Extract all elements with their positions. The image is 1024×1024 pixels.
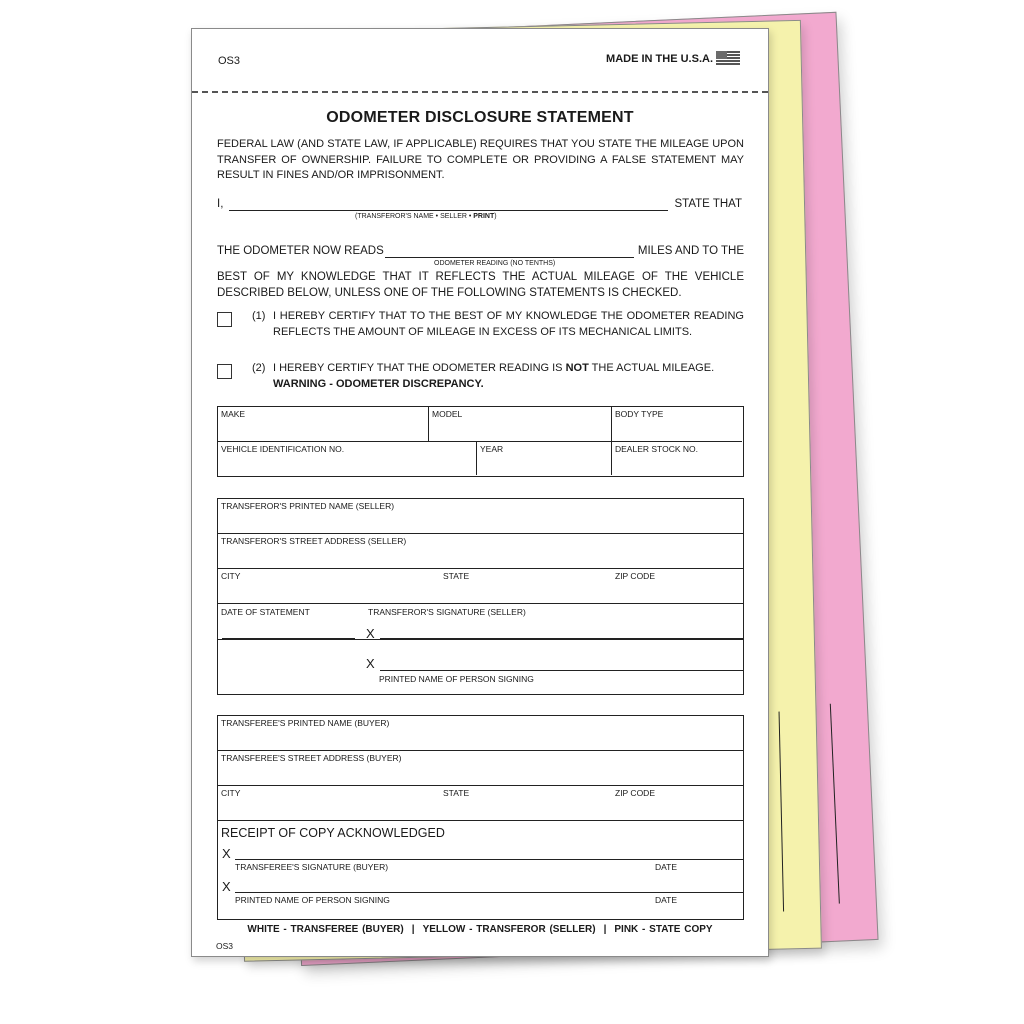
odometer-suffix: MILES AND TO THE <box>637 245 744 257</box>
seller-street-address-field[interactable]: TRANSFEROR'S STREET ADDRESS (SELLER) <box>218 534 743 569</box>
perforation-line <box>192 91 768 93</box>
form-code-top: OS3 <box>218 55 241 67</box>
buyer-street-address-field[interactable]: TRANSFEREE'S STREET ADDRESS (BUYER) <box>218 751 743 786</box>
seller-printed-name-signing-label: PRINTED NAME OF PERSON SIGNING <box>379 674 534 684</box>
form-code-bottom: OS3 <box>216 941 234 951</box>
buyer-signature-x: X <box>222 846 231 861</box>
statement-2-text: I HEREBY CERTIFY THAT THE ODOMETER READING IS NOT THE ACTUAL MILEAGE. WARNING - ODOMETER DISCREPANCY. <box>273 362 715 390</box>
seller-prefix: I, <box>217 198 224 210</box>
odometer-row <box>217 245 744 267</box>
pink-form-box-edge <box>830 704 840 904</box>
seller-printed-name-field[interactable]: TRANSFEROR'S PRINTED NAME (SELLER) <box>218 499 743 534</box>
seller-signature-area <box>218 604 743 693</box>
seller-printed-name-signing-input[interactable] <box>380 670 743 671</box>
seller-city-field[interactable]: CITY <box>221 571 241 581</box>
statement-1-text: I HEREBY CERTIFY THAT TO THE BEST OF MY KNOWLEDGE THE ODOMETER READING REFLECTS THE AMOUNT OF MILEAGE IN EXCESS OF ITS MECHANICAL LIMITS. <box>273 310 744 338</box>
seller-state-field[interactable]: STATE <box>443 571 470 581</box>
seller-info-block <box>217 498 744 695</box>
buyer-state-field[interactable]: STATE <box>443 788 470 798</box>
buyer-info-block <box>217 715 744 920</box>
year-field[interactable]: YEAR <box>477 442 612 475</box>
buyer-city-field[interactable]: CITY <box>221 788 241 798</box>
seller-name-input[interactable] <box>229 210 668 211</box>
buyer-signature-input[interactable] <box>235 859 743 860</box>
vehicle-info-grid <box>217 406 744 477</box>
discrepancy-warning: WARNING - ODOMETER DISCREPANCY. <box>273 377 484 390</box>
seller-suffix: STATE THAT <box>674 198 742 210</box>
date-of-statement-label: DATE OF STATEMENT <box>221 607 310 617</box>
buyer-city-state-zip-row <box>218 786 743 821</box>
seller-signature-x: X <box>366 626 375 641</box>
model-field[interactable]: MODEL <box>429 407 612 442</box>
seller-printed-name-x: X <box>366 656 375 671</box>
receipt-acknowledged-area <box>218 821 743 918</box>
statement-1-checkbox[interactable] <box>217 312 232 327</box>
odometer-hint: ODOMETER READING (NO TENTHS) <box>434 260 556 267</box>
buyer-printed-date-label: DATE <box>655 895 678 905</box>
odometer-reading-input[interactable] <box>385 257 634 258</box>
statement-2-number: (2) <box>252 362 266 374</box>
seller-name-row <box>217 198 744 220</box>
seller-signature-label: TRANSFEROR'S SIGNATURE (SELLER) <box>368 607 526 617</box>
made-in-usa-badge <box>606 51 740 66</box>
buyer-signature-label: TRANSFEREE'S SIGNATURE (BUYER) <box>235 862 389 872</box>
made-in-usa-text: MADE IN THE U.S.A. <box>606 52 713 65</box>
buyer-zip-field[interactable]: ZIP CODE <box>615 788 655 798</box>
buyer-signature-date-label: DATE <box>655 862 678 872</box>
make-field[interactable]: MAKE <box>218 407 429 442</box>
body-type-field[interactable]: BODY TYPE <box>612 407 742 442</box>
form-title: ODOMETER DISCLOSURE STATEMENT <box>326 109 634 126</box>
signature-row-divider <box>218 639 743 640</box>
buyer-printed-name-signing-input[interactable] <box>235 892 743 893</box>
legend-pink: PINK - STATE COPY <box>614 924 713 935</box>
seller-zip-field[interactable]: ZIP CODE <box>615 571 655 581</box>
us-flag-icon <box>716 51 740 66</box>
buyer-printed-name-x: X <box>222 879 231 894</box>
copy-distribution-legend: WHITE - TRANSFEREE (BUYER) | YELLOW - TRANSFEROR (SELLER) | PINK - STATE COPY <box>247 924 713 935</box>
odometer-prefix: THE ODOMETER NOW READS <box>217 245 384 257</box>
buyer-printed-name-field[interactable]: TRANSFEREE'S PRINTED NAME (BUYER) <box>218 716 743 751</box>
legend-yellow: YELLOW - TRANSFEROR (SELLER) <box>422 924 596 935</box>
dealer-stock-field[interactable]: DEALER STOCK NO. <box>615 444 698 454</box>
statement-1-number: (1) <box>252 310 266 322</box>
statement-2-checkbox[interactable] <box>217 364 232 379</box>
knowledge-text: BEST OF MY KNOWLEDGE THAT IT REFLECTS THE ACTUAL MILEAGE OF THE VEHICLE DESCRIBED BELOW, UNLESS ONE OF THE FOLLOWING STATEMENTS IS CHECKED. <box>217 271 744 299</box>
buyer-printed-name-signing-label: PRINTED NAME OF PERSON SIGNING <box>235 895 390 905</box>
yellow-form-box-edge <box>779 712 785 912</box>
seller-city-state-zip-row <box>218 569 743 604</box>
legend-white: WHITE - TRANSFEREE (BUYER) <box>247 924 404 935</box>
seller-name-hint: (TRANSFEROR'S NAME • SELLER • PRINT) <box>355 213 497 220</box>
white-copy-sheet <box>191 28 769 957</box>
receipt-acknowledged-label: RECEIPT OF COPY ACKNOWLEDGED <box>221 826 445 840</box>
legal-notice: FEDERAL LAW (AND STATE LAW, IF APPLICABLE) REQUIRES THAT YOU STATE THE MILEAGE UPON TRANSFER OF OWNERSHIP. FAILURE TO COMPLETE OR PROVIDING A FALSE STATEMENT MAY RESULT IN FINES AND/OR IMPRISONMENT. <box>217 138 744 181</box>
vin-field[interactable]: VEHICLE IDENTIFICATION NO. <box>218 442 477 475</box>
